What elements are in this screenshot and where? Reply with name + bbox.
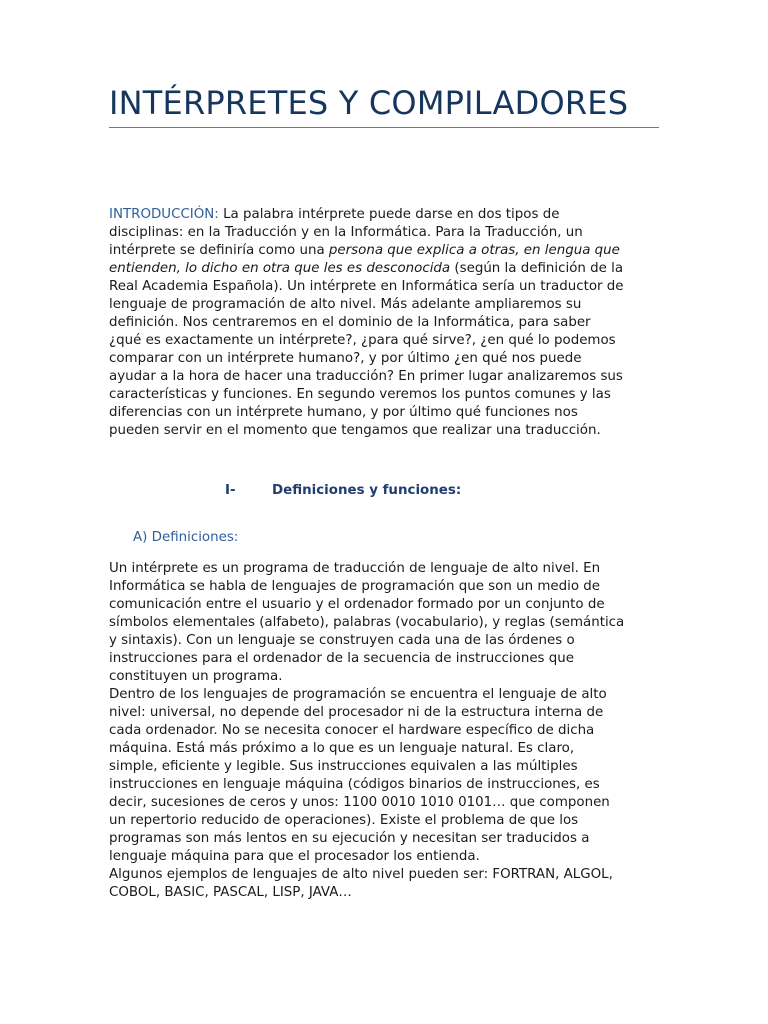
definition-quote: persona que explica a otras, en lengua que: [328, 243, 620, 258]
intro-text: intérprete se definiría como una: [109, 243, 329, 258]
body-line: simple, eficiente y legible. Sus instrucciones equivalen a las múltiples: [109, 759, 578, 774]
intro-line: ayudar a la hora de hacer una traducción? En primer lugar analizaremos sus: [109, 369, 623, 384]
intro-line: ¿qué es exactamente un intérprete?, ¿para qué sirve?, ¿en qué lo podemos: [109, 333, 616, 348]
body-line: nivel: universal, no depende del procesador ni de la estructura interna de: [109, 705, 604, 720]
body-line: Algunos ejemplos de lenguajes de alto nivel pueden ser: FORTRAN, ALGOL,: [109, 867, 613, 882]
body-line: COBOL, BASIC, PASCAL, LISP, JAVA…: [109, 885, 352, 900]
intro-paragraph: [109, 206, 661, 440]
intro-label: INTRODUCCIÓN:: [109, 207, 219, 222]
body-line: lenguaje máquina para que el procesador los entienda.: [109, 849, 480, 864]
intro-line: pueden servir en el momento que tengamos que realizar una traducción.: [109, 423, 601, 438]
body-line: constituyen un programa.: [109, 669, 283, 684]
subsection-heading: A) Definiciones:: [133, 530, 239, 545]
intro-line: definición. Nos centraremos en el dominio de la Informática, para saber: [109, 315, 591, 330]
intro-line: disciplinas: en la Traducción y en la Informática. Para la Traducción, un: [109, 225, 583, 240]
intro-line: lenguaje de programación de alto nivel. Más adelante ampliaremos su: [109, 297, 582, 312]
intro-line: comparar con un intérprete humano?, y por último ¿en qué nos puede: [109, 351, 582, 366]
intro-line: [109, 206, 661, 224]
body-line: Dentro de los lenguajes de programación se encuentra el lenguaje de alto: [109, 687, 607, 702]
body-line: y sintaxis). Con un lenguaje se construyen cada una de las órdenes o: [109, 633, 575, 648]
definition-quote: entienden, lo dicho en otra que les es desconocida: [109, 261, 451, 276]
body-line: programas son más lentos en su ejecución y necesitan ser traducidos a: [109, 831, 590, 846]
title-underline: [109, 127, 659, 128]
intro-line: Real Academia Española). Un intérprete en Informática sería un traductor de: [109, 279, 624, 294]
body-line: decir, sucesiones de ceros y unos: 1100 0010 1010 0101… que componen: [109, 795, 610, 810]
intro-line: características y funciones. En segundo veremos los puntos comunes y las: [109, 387, 611, 402]
body-line: instrucciones en lenguaje máquina (códigos binarios de instrucciones, es: [109, 777, 600, 792]
intro-line: [109, 242, 661, 260]
intro-line: diferencias con un intérprete humano, y por último qué funciones nos: [109, 405, 578, 420]
intro-line: [109, 260, 661, 278]
body-line: comunicación entre el usuario y el ordenador formado por un conjunto de: [109, 597, 605, 612]
body-line: símbolos elementales (alfabeto), palabras (vocabulario), y reglas (semántica: [109, 615, 625, 630]
section-heading: [0, 483, 768, 503]
body-line: máquina. Está más próximo a lo que es un lenguaje natural. Es claro,: [109, 741, 575, 756]
body-line: Un intérprete es un programa de traducción de lenguaje de alto nivel. En: [109, 561, 601, 576]
section-title: Definiciones y funciones:: [272, 483, 462, 498]
body-line: cada ordenador. No se necesita conocer el hardware específico de dicha: [109, 723, 595, 738]
document-title: INTÉRPRETES Y COMPILADORES: [109, 84, 629, 122]
body-line: Informática se habla de lenguajes de programación que son un medio de: [109, 579, 601, 594]
definitions-paragraph: [109, 560, 661, 902]
body-line: un repertorio reducido de operaciones). Existe el problema de que los: [109, 813, 579, 828]
intro-text: La palabra intérprete puede darse en dos tipos de: [218, 207, 560, 222]
section-number: I-: [225, 483, 236, 498]
body-line: instrucciones para el ordenador de la secuencia de instrucciones que: [109, 651, 575, 666]
intro-text: (según la definición de la: [450, 261, 624, 276]
